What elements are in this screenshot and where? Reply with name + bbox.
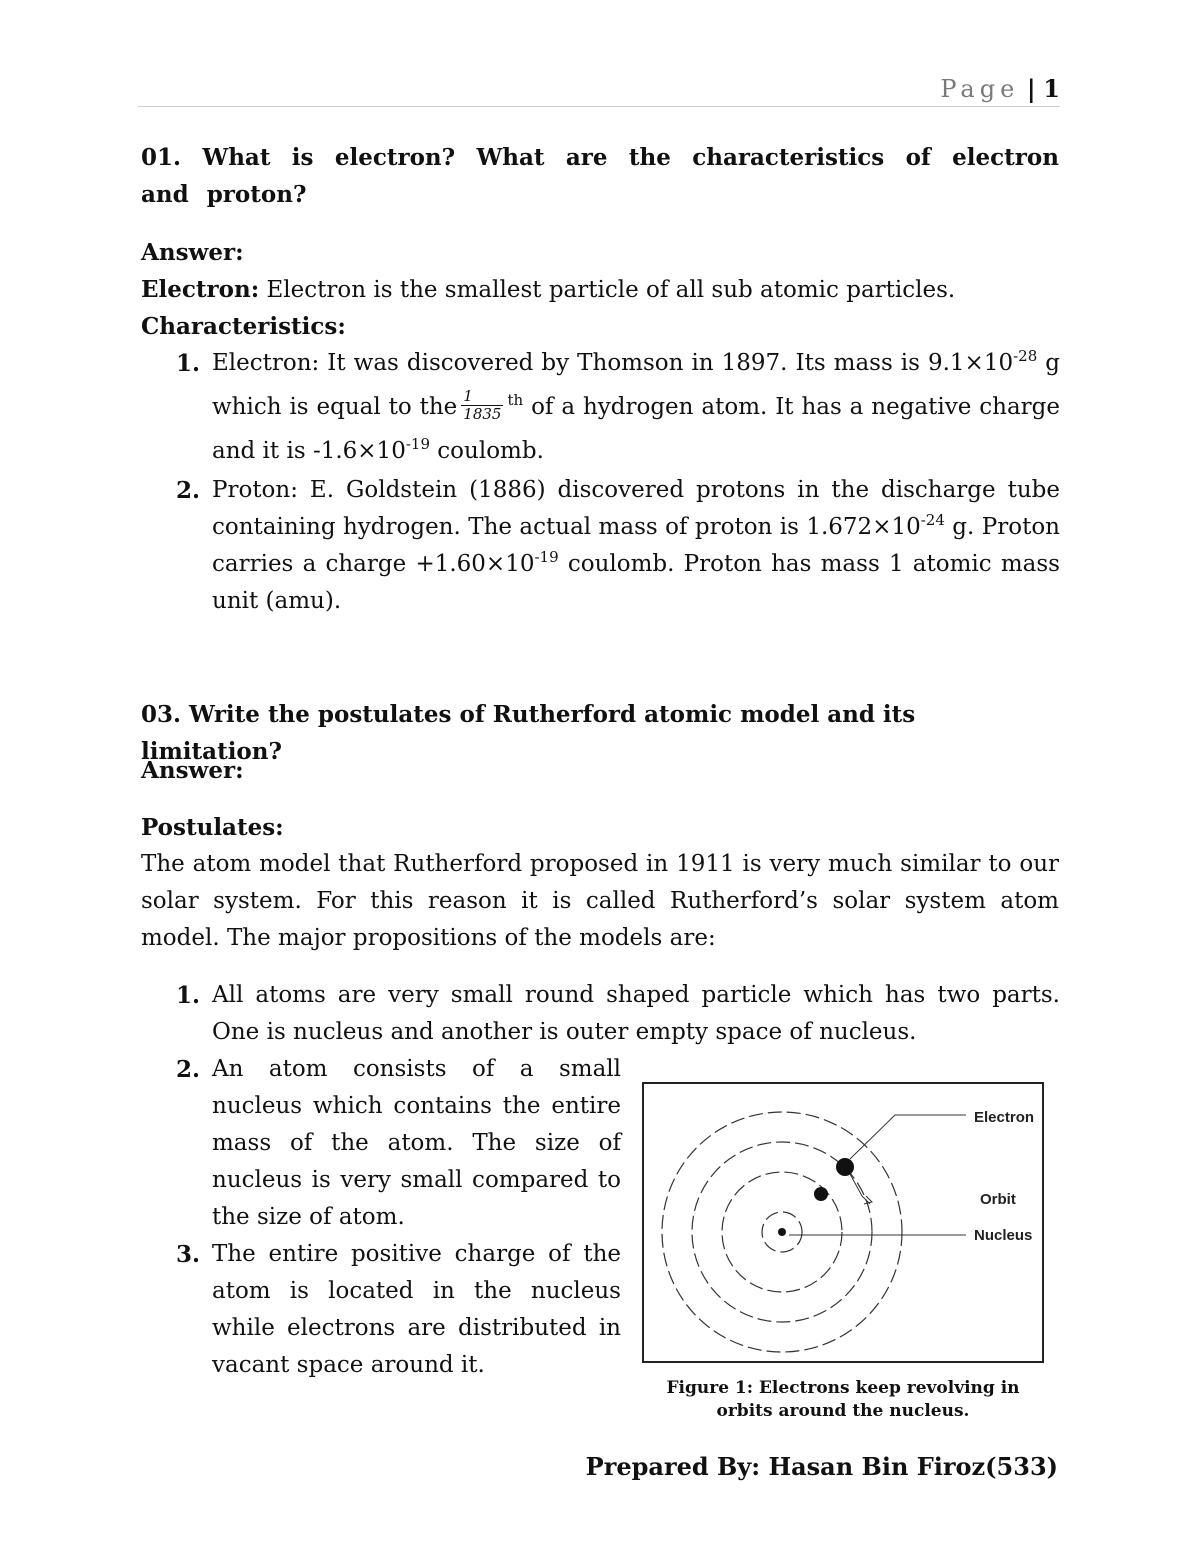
atom-model-figure bbox=[642, 1082, 1044, 1363]
list-number: 2. bbox=[176, 477, 201, 504]
superscript: th bbox=[507, 391, 524, 409]
fraction bbox=[461, 388, 503, 423]
postulates-intro: The atom model that Rutherford proposed in 1911 is very much similar to our solar system. For this reason it is called Rutherford’s solar system atom model. The major propositions of the models are: bbox=[141, 851, 1059, 951]
electron-definition-text: Electron is the smallest particle of all sub atomic particles. bbox=[266, 277, 956, 303]
electron-label: Electron: bbox=[141, 276, 260, 303]
question-3-title: 03. Write the postulates of Rutherford atomic model and its limitation? bbox=[141, 701, 916, 765]
text-run: g which is equal to the bbox=[212, 350, 1060, 420]
label-nucleus: Nucleus bbox=[974, 1227, 1033, 1244]
orbit-pointer-line bbox=[850, 1174, 870, 1204]
electron-dot-outer bbox=[836, 1158, 854, 1176]
list-text: All atoms are very small round shaped particle which has two parts. One is nucleus and another is outer empty space of nucleus. bbox=[212, 982, 1060, 1045]
list-number: 3. bbox=[176, 1241, 201, 1268]
text-run: Proton: E. Goldstein (1886) discovered protons in the discharge tube containing hydrogen. The actual mass of proton is 1.672×10 bbox=[212, 477, 1060, 540]
page-separator: | bbox=[1026, 74, 1036, 103]
list-text bbox=[212, 341, 1060, 473]
superscript: -24 bbox=[920, 511, 945, 529]
list-number: 1. bbox=[176, 350, 201, 377]
text-run: g. Proton carries a charge +1.60×10 bbox=[212, 514, 1060, 577]
superscript: -19 bbox=[534, 548, 559, 566]
page-number: 1 bbox=[1043, 74, 1060, 103]
list-text bbox=[212, 472, 1060, 620]
superscript: -19 bbox=[405, 435, 430, 453]
list-number: 1. bbox=[176, 982, 201, 1009]
electron-dot-inner bbox=[814, 1187, 828, 1201]
page-header bbox=[138, 74, 1060, 107]
figure-caption: Figure 1: Electrons keep revolving in orbits around the nucleus. bbox=[666, 1378, 1020, 1421]
page-word: Page bbox=[940, 75, 1020, 103]
text-run: Electron: It was discovered by Thomson in 1897. Its mass is 9.1×10 bbox=[212, 350, 1014, 376]
list-number: 2. bbox=[176, 1056, 201, 1083]
q1-answer-label: Answer: bbox=[141, 239, 244, 266]
text-run: coulomb. bbox=[429, 438, 544, 464]
fraction-numerator: 1 bbox=[461, 388, 503, 406]
atom-diagram bbox=[644, 1084, 1042, 1361]
postulates-label: Postulates: bbox=[141, 814, 284, 841]
text-run: of a hydrogen atom. It has a negative charge and it is -1.6×10 bbox=[212, 394, 1060, 464]
text-run: coulomb. Proton has mass 1 atomic mass unit (amu). bbox=[212, 551, 1060, 614]
label-orbit: Orbit bbox=[980, 1191, 1016, 1208]
electron-definition bbox=[141, 271, 1059, 309]
prepared-by-footer: Prepared By: Hasan Bin Firoz(533) bbox=[585, 1452, 1058, 1481]
nucleus-dot bbox=[778, 1228, 786, 1236]
list-text: An atom consists of a small nucleus which contains the entire mass of the atom. The size of nucleus is very small compared to the size of atom. bbox=[212, 1056, 621, 1230]
question-1-title: 01. What is electron? What are the characteristics of electron and proton? bbox=[141, 144, 1059, 208]
fraction-denominator: 1835 bbox=[463, 404, 502, 423]
orbit-arrow-head bbox=[864, 1196, 872, 1204]
q3-answer-label: Answer: bbox=[141, 757, 244, 784]
list-text: The entire positive charge of the atom is located in the nucleus while electrons are distributed in vacant space around it. bbox=[212, 1241, 621, 1378]
characteristics-label: Characteristics: bbox=[141, 313, 346, 340]
label-electron: Electron bbox=[974, 1109, 1035, 1126]
superscript: -28 bbox=[1013, 347, 1038, 365]
